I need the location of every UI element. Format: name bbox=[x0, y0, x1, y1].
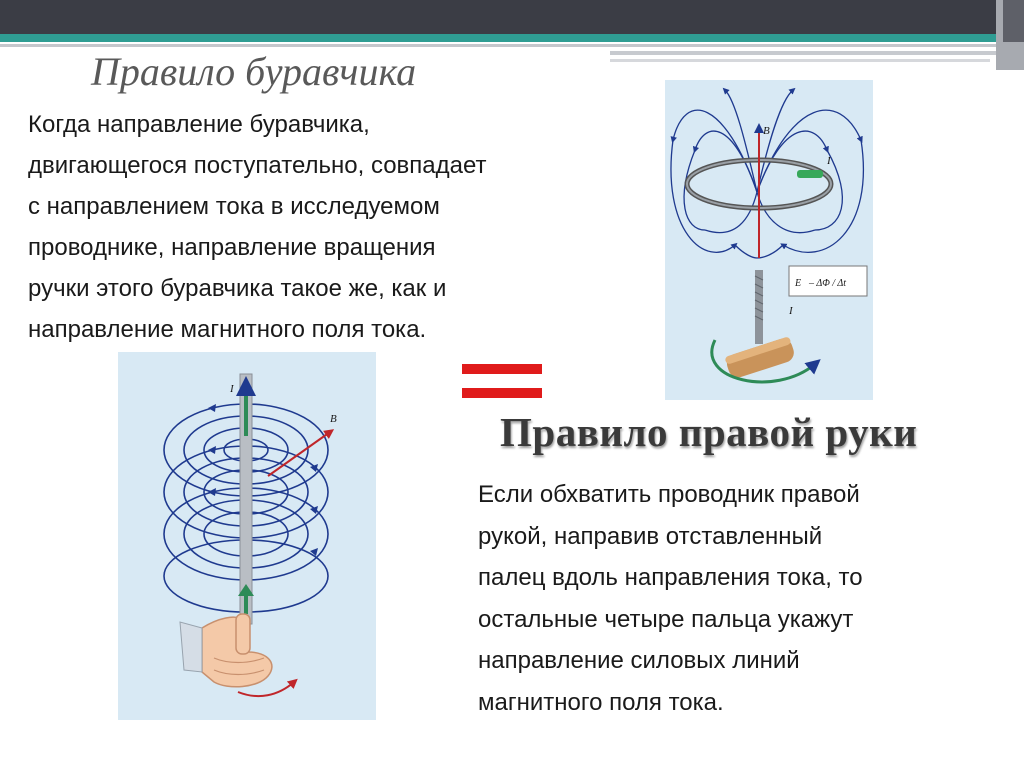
loop-field-diagram bbox=[665, 80, 873, 400]
formula-rhs: – ΔΦ / Δt bbox=[809, 278, 847, 289]
text-line: магнитного поля тока. bbox=[478, 688, 724, 716]
i-label: I bbox=[827, 155, 831, 167]
text-line: двигающегося поступательно, совпадает bbox=[28, 152, 487, 179]
text-line: проводнике, направление вращения bbox=[28, 234, 436, 261]
corner-block-dark bbox=[1003, 0, 1024, 42]
gimlet-shaft bbox=[755, 270, 763, 344]
formula-lhs: E bbox=[795, 278, 802, 289]
divider-line bbox=[610, 59, 990, 62]
gimlet-i-label: I bbox=[789, 305, 793, 317]
right-hand-rule-text bbox=[478, 474, 863, 723]
b-label: B bbox=[763, 125, 770, 137]
header-stripe bbox=[0, 34, 1024, 42]
right-hand-rule-title: Правило правой руки bbox=[500, 409, 918, 455]
slide-title: Правило буравчика bbox=[91, 49, 417, 94]
text-line: Если обхватить проводник правой bbox=[478, 481, 860, 508]
equals-bar bbox=[462, 364, 542, 374]
text-line: направление магнитного поля тока. bbox=[28, 316, 427, 343]
text-line: рукой, направив отставленный bbox=[478, 522, 823, 550]
gimlet-rule-text bbox=[28, 104, 487, 350]
loop-current-arrow bbox=[797, 170, 823, 178]
text-line: остальные четыре пальца укажут bbox=[478, 605, 854, 633]
text-line: с направлением тока в исследуемом bbox=[28, 193, 440, 220]
divider-line bbox=[610, 51, 996, 55]
text-line: палец вдоль направления тока, то bbox=[478, 564, 863, 591]
header-band bbox=[0, 0, 1024, 34]
text-line: направление силовых линий bbox=[478, 647, 800, 674]
text-line: ручки этого буравчика такое же, как и bbox=[28, 275, 447, 302]
header-thin-stripe bbox=[0, 44, 1024, 47]
current-label: I bbox=[230, 383, 234, 395]
equals-bar bbox=[462, 388, 542, 398]
wire-field-diagram bbox=[118, 352, 376, 720]
b-label: B bbox=[330, 413, 337, 425]
text-line: Когда направление буравчика, bbox=[28, 111, 370, 138]
equals-sign bbox=[462, 364, 542, 400]
